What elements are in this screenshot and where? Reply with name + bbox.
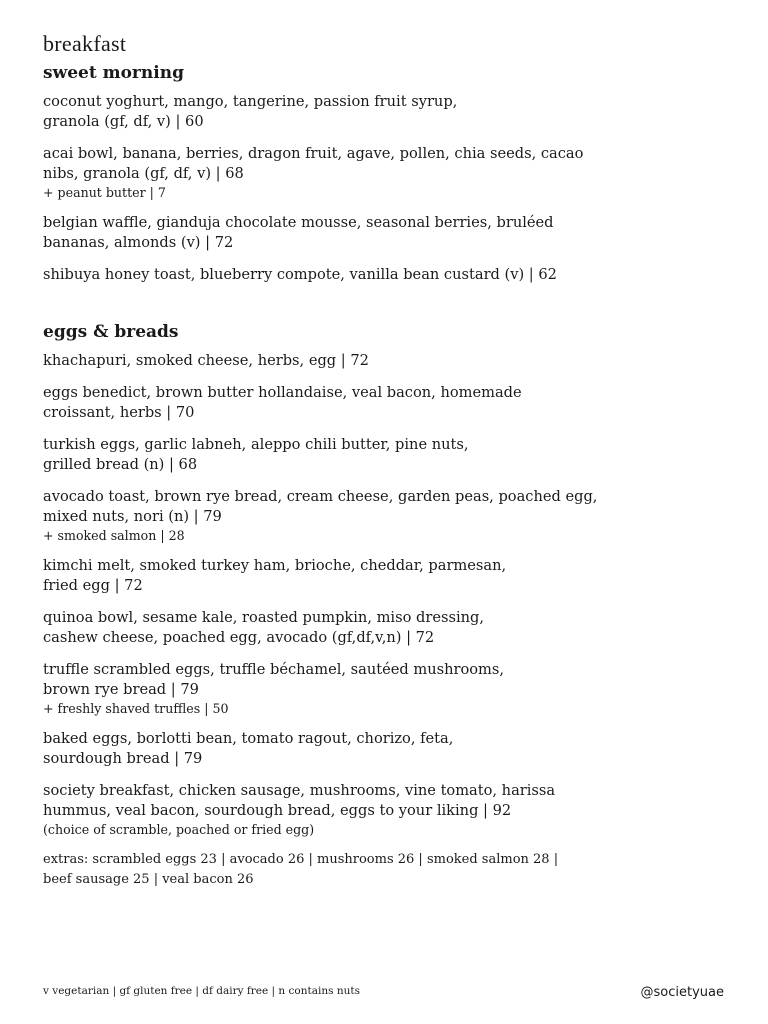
item-text: coconut yoghurt, mango, tangerine, passion fruit syrup, [43,93,458,110]
menu-item [43,781,733,838]
item-text: hummus, veal bacon, sourdough bread, eggs to your liking | 92 [43,802,512,819]
social-handle: @societyuae [640,985,724,1000]
page-title: breakfast [43,31,127,56]
menu-page [43,30,733,890]
extras-list [43,850,733,890]
section-spacer [43,297,733,321]
menu-item [43,435,733,475]
dietary-legend: v vegetarian | gf gluten free | df dairy free | n contains nuts [43,985,360,997]
item-text: mixed nuts, nori (n) | 79 [43,508,222,525]
item-text: avocado toast, brown rye bread, cream cheese, garden peas, poached egg, [43,488,598,505]
item-text: shibuya honey toast, blueberry compote, vanilla bean custard (v) | 62 [43,266,557,283]
item-text: nibs, granola (gf, df, v) | 68 [43,165,244,182]
menu-item [43,213,733,253]
extras-text: extras: scrambled eggs 23 | avocado 26 | mushrooms 26 | smoked salmon 28 | [43,852,559,867]
menu-item [43,556,733,596]
item-text: society breakfast, chicken sausage, mushrooms, vine tomato, harissa [43,782,556,799]
item-text: truffle scrambled eggs, truffle béchamel, sautéed mushrooms, [43,661,505,678]
item-addon: + freshly shaved truffles | 50 [43,701,229,716]
item-text: khachapuri, smoked cheese, herbs, egg | 72 [43,352,369,369]
item-text: eggs benedict, brown butter hollandaise, veal bacon, homemade [43,384,522,401]
section-title: eggs & breads [43,322,179,342]
item-text: belgian waffle, gianduja chocolate mousse, seasonal berries, bruléed [43,214,554,231]
extras-text: beef sausage 25 | veal bacon 26 [43,872,254,887]
menu-item [43,383,733,423]
item-text: cashew cheese, poached egg, avocado (gf,df,v,n) | 72 [43,629,435,646]
item-text: croissant, herbs | 70 [43,404,195,421]
item-text: brown rye bread | 79 [43,681,199,698]
menu-item [43,729,733,769]
menu-item [43,608,733,648]
menu-item [43,92,733,132]
menu-item [43,144,733,201]
section-sweet-morning [43,62,733,285]
section-title: sweet morning [43,63,184,83]
item-text: sourdough bread | 79 [43,750,203,767]
menu-item [43,487,733,544]
item-addon: + peanut butter | 7 [43,185,166,200]
item-addon: + smoked salmon | 28 [43,528,185,543]
menu-item [43,660,733,717]
item-text: fried egg | 72 [43,577,143,594]
item-text: grilled bread (n) | 68 [43,456,198,473]
item-text: bananas, almonds (v) | 72 [43,234,234,251]
item-text: baked eggs, borlotti bean, tomato ragout, chorizo, feta, [43,730,454,747]
item-note: (choice of scramble, poached or fried egg) [43,822,315,837]
item-text: acai bowl, banana, berries, dragon fruit, agave, pollen, chia seeds, cacao [43,145,584,162]
item-text: quinoa bowl, sesame kale, roasted pumpkin, miso dressing, [43,609,484,626]
menu-item [43,265,733,285]
item-text: granola (gf, df, v) | 60 [43,113,204,130]
item-text: kimchi melt, smoked turkey ham, brioche, cheddar, parmesan, [43,557,507,574]
menu-item [43,351,733,371]
section-eggs-breads [43,321,733,890]
item-text: turkish eggs, garlic labneh, aleppo chili butter, pine nuts, [43,436,469,453]
